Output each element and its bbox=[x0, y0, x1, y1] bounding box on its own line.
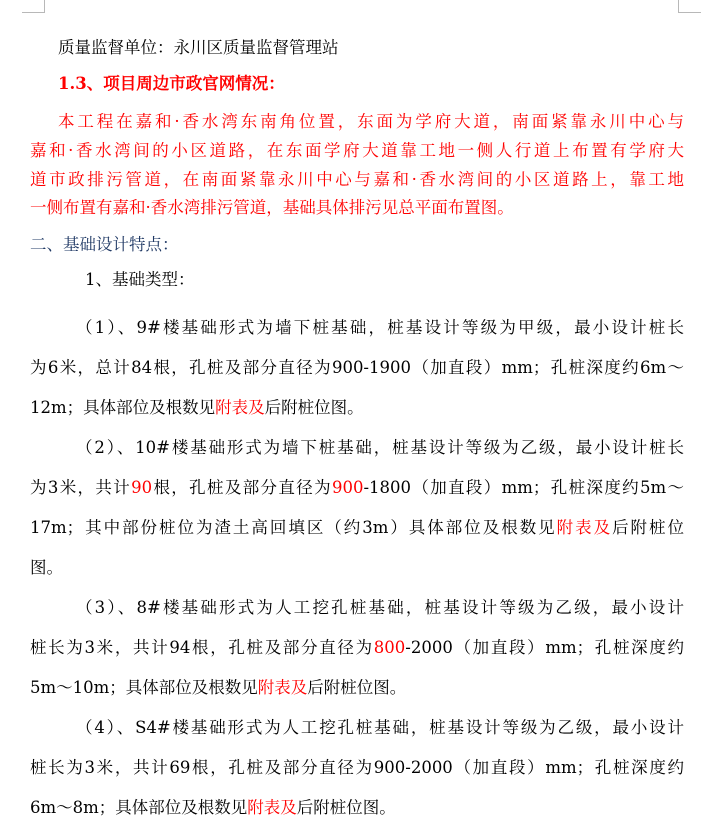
body-text: 根，孔桩及部分直径为 bbox=[152, 478, 332, 497]
foundation-item-2-line-1 bbox=[76, 436, 684, 460]
body-text: 图。 bbox=[30, 558, 63, 577]
body-text: 桩长为3米，共计94根，孔桩及部分直径为 bbox=[30, 638, 374, 657]
section-1-3-line-3: 道市政排污管道，在南面紧靠永川中心与嘉和·香水湾间的小区道路上，靠工地 bbox=[30, 170, 684, 189]
foundation-item-1-line-1 bbox=[76, 316, 684, 340]
highlighted-text: 附表及 bbox=[247, 798, 297, 817]
highlighted-text: 90 bbox=[131, 478, 153, 497]
foundation-item-4-line-1 bbox=[76, 716, 684, 740]
foundation-item-3-line-1 bbox=[76, 596, 684, 620]
highlighted-text: 800 bbox=[373, 638, 406, 657]
body-text: 后附桩位 bbox=[612, 518, 685, 537]
foundation-item-2-line-3 bbox=[30, 516, 684, 540]
body-text: （3）、8#楼基础形式为人工挖孔桩基础，桩基设计等级为乙级，最小设计 bbox=[76, 598, 684, 617]
section-1-3-line-4: 一侧布置有嘉和·香水湾排污管道，基础具体排污见总平面布置图。 bbox=[30, 198, 514, 217]
body-text: 桩长为3米，共计69根，孔桩及部分直径为900-2000（加直段）mm；孔桩深度约 bbox=[30, 758, 684, 777]
highlighted-text: 900 bbox=[331, 478, 364, 497]
body-text: 后附桩位图。 bbox=[307, 678, 407, 697]
foundation-item-2-line-2 bbox=[30, 476, 684, 500]
foundation-item-4-line-3 bbox=[30, 796, 396, 820]
body-text: -1800（加直段）mm；孔桩深度约5m～ bbox=[363, 478, 685, 497]
highlighted-text: 附表及 bbox=[257, 678, 308, 697]
page-corner-mark-left bbox=[22, 0, 45, 13]
body-text: 为3米，共计 bbox=[30, 478, 132, 497]
foundation-item-3-line-3 bbox=[30, 676, 406, 700]
body-text: 后附桩位图。 bbox=[264, 398, 364, 417]
section-1-3-line-1: 本工程在嘉和·香水湾东南角位置，东面为学府大道，南面紧靠永川中心与 bbox=[58, 112, 684, 131]
body-text: 5m～10m；具体部位及根数见 bbox=[30, 678, 258, 697]
section-1-3-heading: 1.3、项目周边市政官网情况： bbox=[58, 74, 285, 93]
section-2-heading: 二、基础设计特点： bbox=[30, 235, 179, 254]
body-text: 12m；具体部位及根数见 bbox=[30, 398, 216, 417]
highlighted-text: 附表及 bbox=[556, 518, 613, 537]
foundation-item-4-line-2 bbox=[30, 756, 684, 780]
foundation-item-3-line-2 bbox=[30, 636, 684, 660]
body-text: （2）、10#楼基础形式为墙下桩基础，桩基设计等级为乙级，最小设计桩长 bbox=[76, 438, 684, 457]
foundation-type-subheading: 1、基础类型： bbox=[85, 270, 195, 289]
body-text: （4）、S4#楼基础形式为人工挖孔桩基础，桩基设计等级为乙级，最小设计 bbox=[76, 718, 684, 737]
body-text: 为6米，总计84根，孔桩及部分直径为900-1900（加直段）mm；孔桩深度约6m～ bbox=[30, 358, 684, 377]
section-1-3-line-2: 嘉和·香水湾间的小区道路，在东面学府大道靠工地一侧人行道上布置有学府大 bbox=[30, 141, 684, 160]
foundation-item-1-line-2 bbox=[30, 356, 684, 380]
body-text: （1）、9#楼基础形式为墙下桩基础，桩基设计等级为甲级，最小设计桩长 bbox=[76, 318, 684, 337]
supervision-unit-line: 质量监督单位：永川区质量监督管理站 bbox=[58, 38, 339, 57]
highlighted-text: 附表及 bbox=[215, 398, 265, 417]
body-text: -2000（加直段）mm；孔桩深度约 bbox=[405, 638, 684, 657]
body-text: 6m～8m；具体部位及根数见 bbox=[30, 798, 248, 817]
body-text: 后附桩位图。 bbox=[296, 798, 396, 817]
page-corner-mark-right bbox=[678, 0, 701, 13]
foundation-item-2-line-4 bbox=[30, 556, 63, 580]
body-text: 17m；其中部份桩位为渣土高回填区（约3m）具体部位及根数见 bbox=[30, 518, 557, 537]
foundation-item-1-line-3 bbox=[30, 396, 364, 420]
